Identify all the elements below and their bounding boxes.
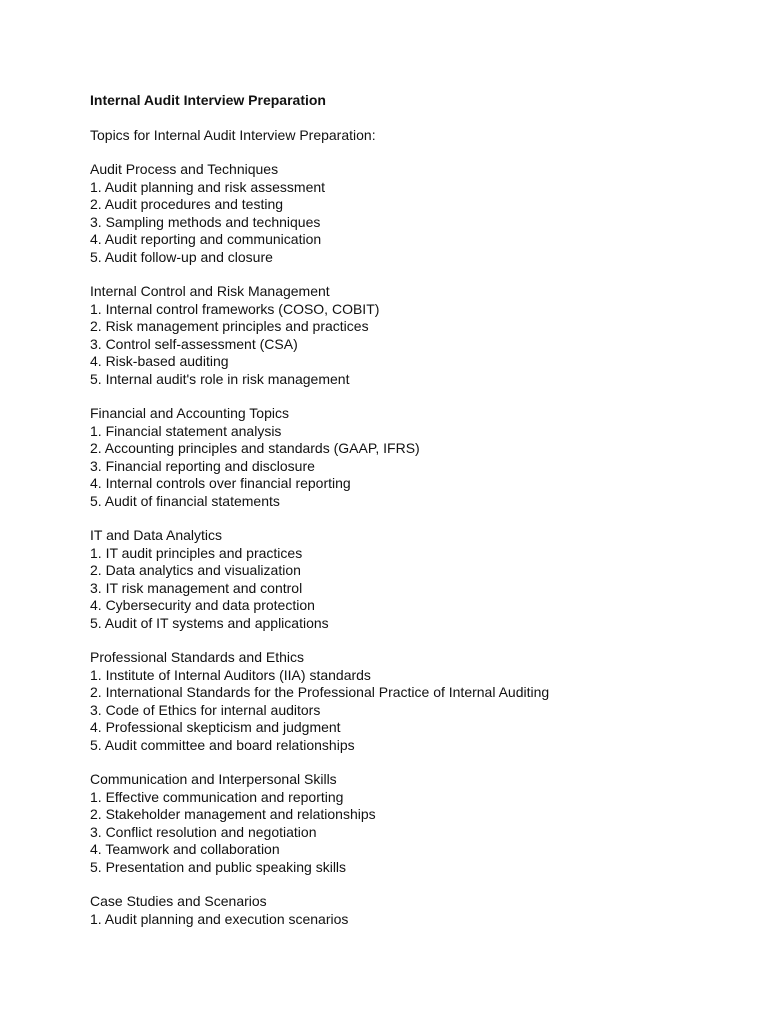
list-item: 3. Code of Ethics for internal auditors bbox=[90, 701, 321, 718]
list-item: 5. Audit of financial statements bbox=[90, 492, 280, 509]
section-communication-skills bbox=[90, 771, 730, 876]
list-item: 3. Sampling methods and techniques bbox=[90, 213, 321, 230]
list-item: 1. IT audit principles and practices bbox=[90, 544, 303, 561]
list-item: 1. Internal control frameworks (COSO, COBIT) bbox=[90, 300, 380, 317]
list-item: 3. Control self-assessment (CSA) bbox=[90, 335, 298, 352]
section-internal-control bbox=[90, 283, 730, 388]
list-item: 4. Teamwork and collaboration bbox=[90, 841, 280, 857]
document-title: Internal Audit Interview Preparation bbox=[90, 92, 326, 108]
document-intro: Topics for Internal Audit Interview Preparation: bbox=[90, 126, 376, 143]
list-item: 5. Audit follow-up and closure bbox=[90, 248, 273, 265]
list-item: 5. Audit of IT systems and applications bbox=[90, 614, 329, 631]
section-heading: Audit Process and Techniques bbox=[90, 161, 279, 177]
list-item: 4. Cybersecurity and data protection bbox=[90, 597, 315, 613]
list-item: 5. Internal audit's role in risk management bbox=[90, 370, 350, 387]
section-heading: Case Studies and Scenarios bbox=[90, 893, 267, 909]
section-professional-standards bbox=[90, 649, 730, 754]
section-financial-accounting bbox=[90, 405, 730, 510]
list-item: 1. Audit planning and risk assessment bbox=[90, 178, 326, 195]
section-audit-process bbox=[90, 161, 730, 266]
list-item: 5. Audit committee and board relationships bbox=[90, 736, 355, 753]
list-item: 4. Risk-based auditing bbox=[90, 353, 229, 369]
section-heading: Internal Control and Risk Management bbox=[90, 283, 330, 299]
list-item: 1. Institute of Internal Auditors (IIA) standards bbox=[90, 666, 371, 683]
list-item: 1. Effective communication and reporting bbox=[90, 788, 344, 805]
list-item: 3. IT risk management and control bbox=[90, 579, 303, 596]
list-item: 4. Professional skepticism and judgment bbox=[90, 719, 341, 735]
section-heading: Communication and Interpersonal Skills bbox=[90, 771, 337, 787]
list-item: 2. Audit procedures and testing bbox=[90, 196, 284, 212]
section-heading: Professional Standards and Ethics bbox=[90, 649, 305, 665]
list-item: 3. Financial reporting and disclosure bbox=[90, 457, 315, 474]
list-item: 2. Risk management principles and practices bbox=[90, 318, 369, 334]
section-heading: IT and Data Analytics bbox=[90, 527, 223, 543]
list-item: 2. International Standards for the Professional Practice of Internal Auditing bbox=[90, 684, 550, 700]
section-heading: Financial and Accounting Topics bbox=[90, 405, 289, 421]
list-item: 4. Audit reporting and communication bbox=[90, 231, 322, 247]
section-it-data-analytics bbox=[90, 527, 730, 632]
list-item: 2. Stakeholder management and relationships bbox=[90, 806, 376, 822]
list-item: 1. Financial statement analysis bbox=[90, 422, 282, 439]
document-page bbox=[90, 92, 730, 928]
list-item: 5. Presentation and public speaking skills bbox=[90, 858, 347, 875]
list-item: 2. Data analytics and visualization bbox=[90, 562, 301, 578]
list-item: 3. Conflict resolution and negotiation bbox=[90, 823, 317, 840]
list-item: 1. Audit planning and execution scenarios bbox=[90, 910, 349, 927]
section-case-studies bbox=[90, 893, 730, 928]
list-item: 4. Internal controls over financial reporting bbox=[90, 475, 351, 491]
list-item: 2. Accounting principles and standards (GAAP, IFRS) bbox=[90, 440, 420, 456]
